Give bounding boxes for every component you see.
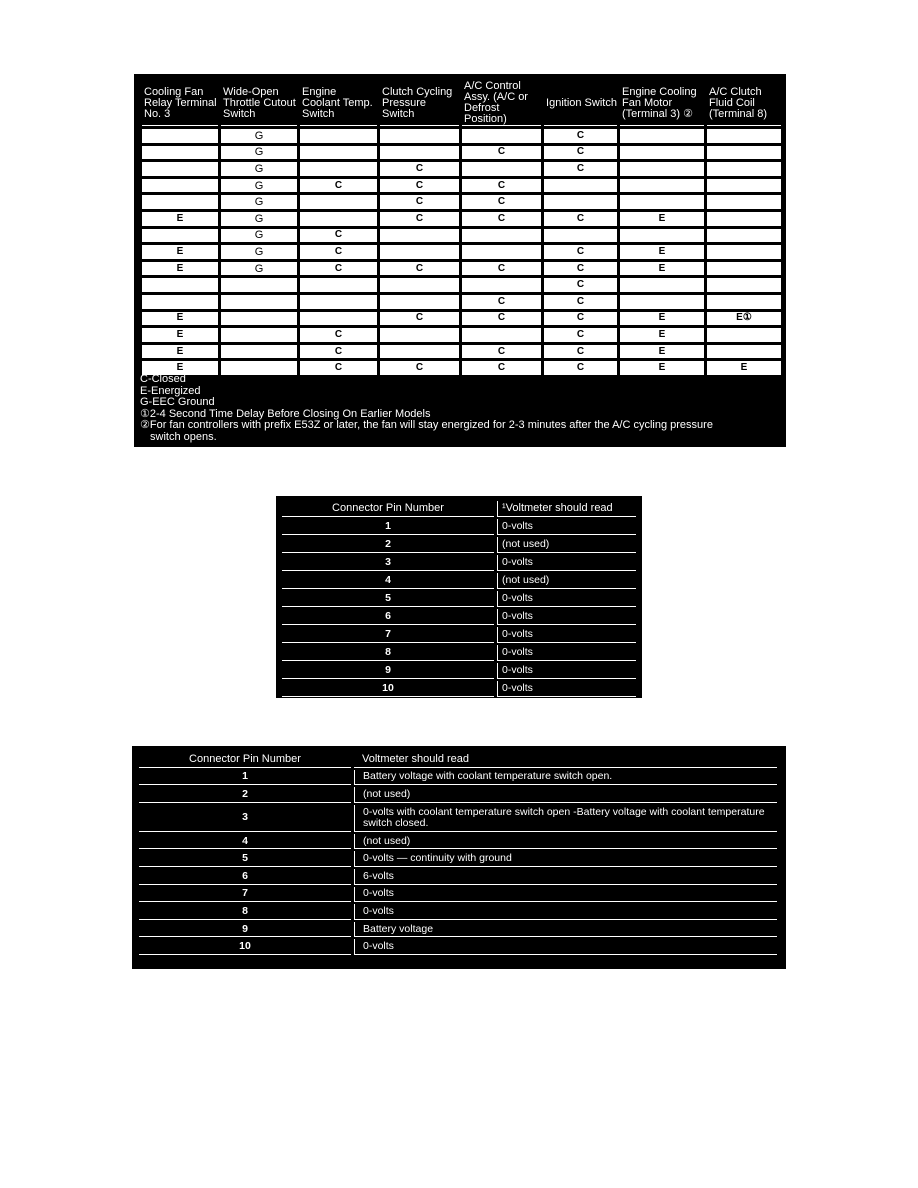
footnote: ②For fan controllers with prefix E53Z or later, the fan will stay energized for 2-3 minutes after the A/C cycling pressure xyxy=(140,419,713,432)
state-cell xyxy=(462,229,541,243)
legend-note: E-Energized xyxy=(140,384,201,397)
state-cell: C xyxy=(300,328,377,342)
column-header: Engine Coolant Temp. Switch xyxy=(300,81,377,126)
state-cell: C xyxy=(300,229,377,243)
table-row xyxy=(142,129,781,143)
table-row xyxy=(142,295,781,309)
state-cell xyxy=(142,229,218,243)
state-cell: C xyxy=(544,146,617,160)
table-row xyxy=(139,869,777,885)
reading-cell: 0-volts xyxy=(497,591,636,607)
state-cell xyxy=(142,179,218,193)
legend-note: C-Closed xyxy=(140,373,186,385)
state-cell xyxy=(300,312,377,326)
state-cell xyxy=(707,245,781,259)
reading-cell: (not used) xyxy=(497,573,636,589)
pin-number-cell: 4 xyxy=(139,834,351,850)
pin-number-cell: 2 xyxy=(139,787,351,803)
reading-cell: 0-volts xyxy=(497,681,636,697)
state-cell xyxy=(300,278,377,292)
reading-cell: 0-volts xyxy=(497,555,636,571)
reading-cell: 0-volts xyxy=(497,609,636,625)
state-cell xyxy=(620,146,704,160)
table-row xyxy=(282,555,636,571)
pin-number-cell: 1 xyxy=(139,770,351,786)
table-row xyxy=(282,681,636,697)
reading-cell: Battery voltage with coolant temperature switch open. xyxy=(354,770,777,786)
state-cell: C xyxy=(462,212,541,226)
pin-number-cell: 1 xyxy=(282,519,494,535)
state-cell: E xyxy=(142,345,218,359)
state-cell: G xyxy=(221,212,297,226)
state-cell: C xyxy=(380,179,459,193)
state-cell: E xyxy=(620,361,704,375)
state-cell: G xyxy=(221,146,297,160)
state-cell: C xyxy=(544,162,617,176)
state-cell: E xyxy=(620,328,704,342)
state-cell xyxy=(221,361,297,375)
pin-number-cell: 4 xyxy=(282,573,494,589)
state-cell: E xyxy=(620,312,704,326)
state-cell xyxy=(707,295,781,309)
state-cell xyxy=(380,345,459,359)
table-row xyxy=(142,146,781,160)
state-cell xyxy=(221,278,297,292)
state-cell xyxy=(707,146,781,160)
state-cell: C xyxy=(544,328,617,342)
table-row xyxy=(282,591,636,607)
state-cell: C xyxy=(300,345,377,359)
table-row xyxy=(282,627,636,643)
footnote-continued: switch opens. xyxy=(150,430,217,443)
state-cell xyxy=(380,295,459,309)
reading-cell: Battery voltage xyxy=(354,922,777,938)
state-cell xyxy=(707,162,781,176)
state-cell xyxy=(707,212,781,226)
state-cell: G xyxy=(221,162,297,176)
table-row xyxy=(139,805,777,832)
state-cell: C xyxy=(380,361,459,375)
state-cell: E xyxy=(620,345,704,359)
table-row xyxy=(142,212,781,226)
state-cell xyxy=(142,278,218,292)
state-cell xyxy=(707,262,781,276)
table-row xyxy=(282,609,636,625)
state-cell xyxy=(462,129,541,143)
state-cell: C xyxy=(380,162,459,176)
state-cell: E xyxy=(142,328,218,342)
state-cell xyxy=(707,129,781,143)
pin-number-cell: 6 xyxy=(282,609,494,625)
column-header-reading: ¹Voltmeter should read xyxy=(497,501,636,517)
reading-cell: (not used) xyxy=(497,537,636,553)
switch-state-table xyxy=(139,78,784,378)
state-cell: E① xyxy=(707,312,781,326)
reading-cell: 0-volts xyxy=(354,939,777,955)
column-header: Ignition Switch xyxy=(544,81,617,126)
state-cell xyxy=(620,179,704,193)
state-cell xyxy=(300,195,377,209)
reading-cell: 0-volts xyxy=(354,887,777,903)
state-cell: G xyxy=(221,129,297,143)
state-cell xyxy=(142,146,218,160)
state-cell xyxy=(707,179,781,193)
table-row xyxy=(282,537,636,553)
voltmeter-table-1-body xyxy=(282,519,636,697)
reading-cell: 6-volts xyxy=(354,869,777,885)
pin-number-cell: 3 xyxy=(282,555,494,571)
reading-cell: 0-volts — continuity with ground xyxy=(354,851,777,867)
table-row xyxy=(282,519,636,535)
state-cell xyxy=(707,195,781,209)
state-cell xyxy=(462,162,541,176)
state-cell: C xyxy=(300,361,377,375)
reading-cell: 0-volts xyxy=(497,627,636,643)
state-cell: C xyxy=(300,245,377,259)
table-row xyxy=(139,851,777,867)
voltmeter-table-1-panel xyxy=(276,496,642,698)
switch-state-body xyxy=(142,129,781,375)
reading-cell: 0-volts with coolant temperature switch open -Battery voltage with coolant temperature switch closed. xyxy=(354,805,777,832)
table-row xyxy=(142,179,781,193)
pin-number-cell: 2 xyxy=(282,537,494,553)
pin-number-cell: 9 xyxy=(282,663,494,679)
state-cell xyxy=(221,295,297,309)
state-cell: C xyxy=(462,195,541,209)
pin-number-cell: 5 xyxy=(139,851,351,867)
state-cell xyxy=(620,229,704,243)
state-cell: G xyxy=(221,245,297,259)
column-header: A/C Control Assy. (A/C or Defrost Position) xyxy=(462,81,541,126)
table-row xyxy=(142,245,781,259)
column-header: Engine Cooling Fan Motor (Terminal 3) ② xyxy=(620,81,704,126)
voltmeter-table-2-panel xyxy=(132,746,786,969)
reading-cell: 0-volts xyxy=(497,663,636,679)
state-cell: C xyxy=(544,262,617,276)
state-cell xyxy=(300,162,377,176)
table-row xyxy=(142,361,781,375)
state-cell: E xyxy=(620,212,704,226)
table-row xyxy=(142,328,781,342)
state-cell xyxy=(142,295,218,309)
table-row xyxy=(139,922,777,938)
state-cell xyxy=(620,295,704,309)
state-cell xyxy=(544,179,617,193)
state-cell xyxy=(707,345,781,359)
state-cell xyxy=(707,229,781,243)
table-row xyxy=(139,939,777,955)
state-cell: E xyxy=(142,262,218,276)
state-cell xyxy=(462,245,541,259)
state-cell: E xyxy=(707,361,781,375)
state-cell: C xyxy=(300,262,377,276)
state-cell xyxy=(380,328,459,342)
state-cell xyxy=(380,129,459,143)
state-cell xyxy=(300,146,377,160)
pin-number-cell: 8 xyxy=(282,645,494,661)
state-cell: E xyxy=(142,212,218,226)
reading-cell: 0-volts xyxy=(354,904,777,920)
table-row xyxy=(139,834,777,850)
pin-number-cell: 9 xyxy=(139,922,351,938)
table-row xyxy=(139,770,777,786)
state-cell xyxy=(221,312,297,326)
state-cell xyxy=(380,278,459,292)
state-cell: E xyxy=(142,312,218,326)
pin-number-cell: 5 xyxy=(282,591,494,607)
footnote: ①2-4 Second Time Delay Before Closing On Earlier Models xyxy=(140,407,431,420)
state-cell: C xyxy=(462,146,541,160)
table-row xyxy=(142,312,781,326)
legend-note: G-EEC Ground xyxy=(140,396,215,409)
state-cell: C xyxy=(300,179,377,193)
voltmeter-table-1 xyxy=(279,499,639,699)
table-row xyxy=(142,162,781,176)
state-cell: C xyxy=(380,262,459,276)
table-row xyxy=(282,573,636,589)
state-cell: C xyxy=(462,312,541,326)
state-cell: C xyxy=(544,345,617,359)
state-cell xyxy=(620,278,704,292)
state-cell xyxy=(620,195,704,209)
state-cell xyxy=(142,162,218,176)
state-cell xyxy=(380,229,459,243)
state-cell: C xyxy=(380,212,459,226)
reading-cell: 0-volts xyxy=(497,645,636,661)
state-cell: C xyxy=(544,312,617,326)
table-row xyxy=(139,787,777,803)
state-cell xyxy=(620,129,704,143)
table-row xyxy=(142,278,781,292)
table-row xyxy=(139,887,777,903)
state-cell xyxy=(620,162,704,176)
state-cell: C xyxy=(462,361,541,375)
state-cell: E xyxy=(620,245,704,259)
state-cell xyxy=(221,345,297,359)
pin-number-cell: 10 xyxy=(282,681,494,697)
state-cell xyxy=(221,328,297,342)
table-row xyxy=(142,345,781,359)
pin-number-cell: 8 xyxy=(139,904,351,920)
state-cell: C xyxy=(380,195,459,209)
column-header: Clutch Cycling Pressure Switch xyxy=(380,81,459,126)
table-row xyxy=(282,663,636,679)
state-cell: G xyxy=(221,179,297,193)
pin-number-cell: 10 xyxy=(139,939,351,955)
pin-number-cell: 3 xyxy=(139,805,351,832)
state-cell xyxy=(142,129,218,143)
column-header-pin: Connector Pin Number xyxy=(282,501,494,517)
reading-cell: (not used) xyxy=(354,787,777,803)
state-cell xyxy=(380,245,459,259)
reading-cell: (not used) xyxy=(354,834,777,850)
table-row xyxy=(282,645,636,661)
state-cell: E xyxy=(142,361,218,375)
table-row xyxy=(142,262,781,276)
state-cell: G xyxy=(221,262,297,276)
state-cell xyxy=(380,146,459,160)
table-row xyxy=(142,229,781,243)
switch-state-table-panel xyxy=(134,74,786,447)
state-cell xyxy=(707,328,781,342)
pin-number-cell: 7 xyxy=(139,887,351,903)
pin-number-cell: 6 xyxy=(139,869,351,885)
state-cell: C xyxy=(380,312,459,326)
table-row xyxy=(142,195,781,209)
state-cell: E xyxy=(620,262,704,276)
column-header: Cooling Fan Relay Terminal No. 3 xyxy=(142,81,218,126)
state-cell xyxy=(544,195,617,209)
state-cell: C xyxy=(544,295,617,309)
voltmeter-table-1-header xyxy=(282,501,636,517)
column-header-pin: Connector Pin Number xyxy=(139,752,351,768)
state-cell: C xyxy=(544,212,617,226)
legend-notes xyxy=(140,374,780,444)
state-cell: C xyxy=(462,262,541,276)
voltmeter-table-2-body xyxy=(139,770,777,955)
state-cell xyxy=(462,328,541,342)
state-cell: G xyxy=(221,229,297,243)
state-cell: C xyxy=(544,245,617,259)
state-cell: C xyxy=(462,345,541,359)
state-cell xyxy=(544,229,617,243)
voltmeter-table-2-header xyxy=(139,752,777,768)
voltmeter-table-2 xyxy=(136,750,780,957)
switch-state-header-row xyxy=(142,81,781,126)
column-header: Wide-Open Throttle Cutout Switch xyxy=(221,81,297,126)
state-cell: G xyxy=(221,195,297,209)
table-row xyxy=(139,904,777,920)
state-cell xyxy=(707,278,781,292)
state-cell xyxy=(142,195,218,209)
state-cell xyxy=(300,295,377,309)
state-cell: C xyxy=(544,361,617,375)
state-cell: C xyxy=(462,295,541,309)
state-cell xyxy=(300,129,377,143)
column-header-reading: Voltmeter should read xyxy=(354,752,777,768)
state-cell: C xyxy=(544,129,617,143)
state-cell: C xyxy=(544,278,617,292)
pin-number-cell: 7 xyxy=(282,627,494,643)
column-header: A/C Clutch Fluid Coil (Terminal 8) xyxy=(707,81,781,126)
state-cell xyxy=(462,278,541,292)
state-cell: E xyxy=(142,245,218,259)
reading-cell: 0-volts xyxy=(497,519,636,535)
state-cell xyxy=(300,212,377,226)
state-cell: C xyxy=(462,179,541,193)
